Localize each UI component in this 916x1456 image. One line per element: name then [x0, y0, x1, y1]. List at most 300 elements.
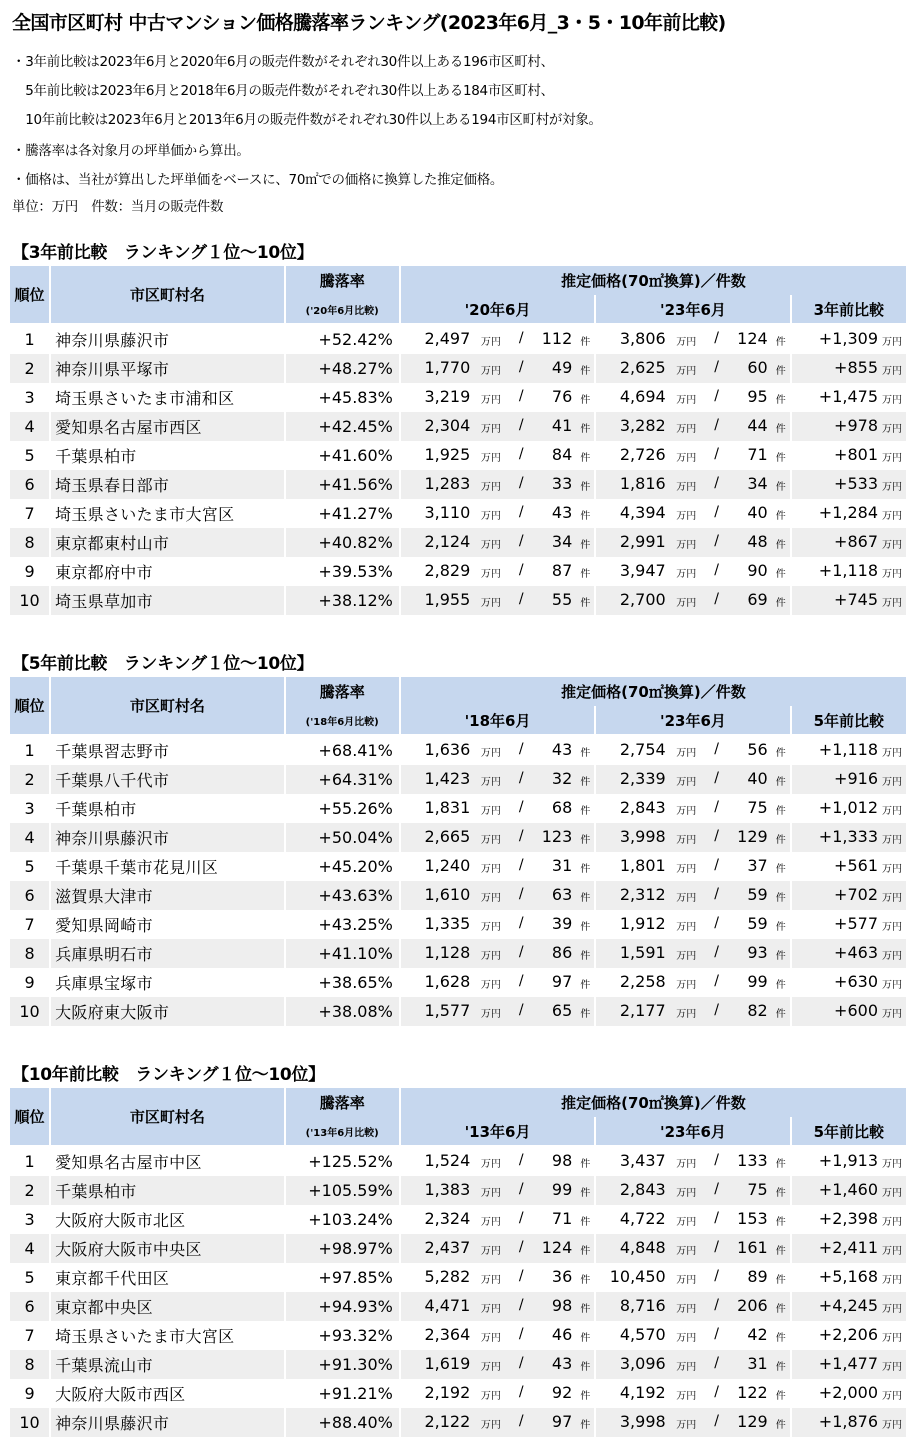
diff-value: +1,477: [818, 1354, 878, 1373]
new-price-cell: [596, 1176, 789, 1205]
count-unit: 件: [775, 1275, 786, 1286]
old-price-cell: [401, 736, 594, 765]
count-unit: 件: [580, 1275, 591, 1286]
count-value: 82: [747, 1001, 768, 1020]
rate-cell: +40.82%: [286, 528, 399, 557]
price-value: 3,219: [424, 387, 471, 406]
table-row: [10, 1205, 906, 1234]
table-row: [10, 765, 906, 794]
diff-unit: 万円: [882, 1362, 902, 1373]
price-value: 3,998: [619, 1412, 666, 1431]
new-price-cell: [596, 1263, 789, 1292]
diff-value: +463: [834, 943, 878, 962]
price-value: 1,577: [424, 1001, 471, 1020]
section-title: 【3年前比較 ランキング１位～10位】: [12, 243, 314, 263]
rank-cell: 10: [10, 586, 49, 615]
diff-value: +1,309: [818, 329, 878, 348]
diff-unit: 万円: [882, 337, 902, 348]
price-unit: 万円: [480, 1420, 501, 1431]
price-value: 4,694: [619, 387, 666, 406]
city-cell: 大阪府大阪市北区: [55, 1211, 186, 1230]
old-price-cell: [401, 586, 594, 615]
count-value: 65: [551, 1001, 573, 1020]
count-value: 68: [551, 798, 573, 817]
rate-cell: +38.08%: [286, 997, 399, 1026]
count-value: 42: [747, 1325, 768, 1344]
price-unit: 万円: [480, 1246, 501, 1257]
old-price-cell: [401, 852, 594, 881]
rate-cell: +45.83%: [318, 388, 393, 407]
separator: /: [518, 359, 524, 375]
diff-unit: 万円: [882, 424, 902, 435]
city-cell: 埼玉県さいたま市大宮区: [55, 505, 235, 524]
count-unit: 件: [580, 893, 591, 904]
city-cell: 千葉県柏市: [55, 447, 137, 466]
rank-cell: 3: [24, 799, 35, 818]
separator: /: [518, 741, 524, 757]
new-price-cell: [596, 1350, 789, 1379]
old-price-cell: [401, 499, 594, 528]
count-value: 56: [747, 740, 768, 759]
separator: /: [714, 591, 719, 607]
separator: /: [518, 1239, 524, 1255]
separator: /: [714, 388, 719, 404]
count-value: 129: [737, 827, 768, 846]
count-unit: 件: [775, 569, 786, 580]
price-value: 3,437: [619, 1151, 666, 1170]
count-value: 59: [747, 885, 768, 904]
count-unit: 件: [775, 511, 786, 522]
rank-cell: 3: [24, 388, 35, 407]
count-value: 206: [737, 1296, 768, 1315]
count-unit: 件: [580, 748, 591, 759]
separator: /: [518, 1384, 524, 1400]
price-value: 1,831: [424, 798, 471, 817]
count-value: 92: [551, 1383, 573, 1402]
table-row: [10, 1176, 906, 1205]
old-price-cell: [401, 939, 594, 968]
diff-cell: [792, 325, 906, 354]
diff-cell: [792, 852, 906, 881]
city-cell: 埼玉県草加市: [51, 586, 284, 615]
price-value: 3,806: [619, 329, 666, 348]
price-unit: 万円: [676, 893, 697, 904]
price-value: 1,619: [424, 1354, 471, 1373]
diff-value: +4,245: [818, 1296, 878, 1315]
separator: /: [714, 770, 719, 786]
note-line: ・価格は、当社が算出した坪単価をベースに、70㎡での価格に換算した推定価格。: [12, 172, 504, 188]
note-line: 10年前比較は2023年6月と2013年6月の販売件数がそれぞれ30件以上ある194市区町村が対象。: [12, 112, 602, 128]
count-value: 98: [551, 1151, 573, 1170]
separator: /: [714, 973, 719, 989]
price-unit: 万円: [676, 1275, 697, 1286]
table-row: [10, 823, 906, 852]
table-row: [10, 997, 906, 1026]
price-unit: 万円: [676, 748, 697, 759]
count-value: 43: [551, 1354, 573, 1373]
rank-cell: 1: [24, 741, 35, 760]
diff-unit: 万円: [882, 1188, 902, 1199]
separator: /: [714, 799, 719, 815]
new-price-cell: [596, 1205, 789, 1234]
rate-cell: +42.45%: [286, 412, 399, 441]
price-value: 3,947: [619, 561, 666, 580]
old-price-cell: [401, 1379, 594, 1408]
new-price-cell: [596, 736, 789, 765]
diff-unit: 万円: [882, 366, 902, 377]
rate-cell: +97.85%: [318, 1268, 393, 1287]
note-line: 単位：万円 件数：当月の販売件数: [12, 199, 224, 215]
rate-cell: +48.27%: [286, 354, 399, 383]
rate-cell: +88.40%: [286, 1408, 399, 1437]
price-value: 3,998: [619, 827, 666, 846]
count-value: 75: [747, 798, 768, 817]
count-unit: 件: [775, 337, 786, 348]
price-unit: 万円: [480, 1362, 501, 1373]
header-city: 市区町村名: [51, 266, 284, 323]
count-value: 112: [541, 329, 573, 348]
separator: /: [518, 828, 524, 844]
city-cell: 埼玉県春日部市: [51, 470, 284, 499]
old-price-cell: [401, 910, 594, 939]
city-cell: 千葉県流山市: [51, 1350, 284, 1379]
header-rate: 騰落率: [286, 1088, 399, 1117]
rate-cell: +38.12%: [286, 586, 399, 615]
rank-cell: 6: [10, 470, 49, 499]
diff-cell: [792, 1234, 906, 1263]
count-unit: 件: [775, 598, 786, 609]
rank-cell: 10: [10, 1408, 49, 1437]
rank-cell: 5: [24, 446, 35, 465]
count-value: 89: [747, 1267, 768, 1286]
count-unit: 件: [580, 1246, 591, 1257]
price-unit: 万円: [480, 366, 501, 377]
price-value: 2,665: [424, 827, 471, 846]
diff-value: +867: [834, 532, 878, 551]
diff-cell: [792, 354, 906, 383]
price-value: 1,912: [619, 914, 666, 933]
rate-cell: +98.97%: [286, 1234, 399, 1263]
price-unit: 万円: [480, 395, 501, 406]
price-unit: 万円: [480, 864, 501, 875]
price-value: 1,524: [424, 1151, 471, 1170]
rank-cell: 3: [24, 1210, 35, 1229]
table-row: [10, 441, 906, 470]
new-price-cell: [596, 412, 789, 441]
diff-cell: [792, 1321, 906, 1350]
new-price-cell: [596, 1292, 789, 1321]
count-unit: 件: [580, 424, 591, 435]
separator: /: [714, 857, 719, 873]
diff-unit: 万円: [882, 864, 902, 875]
diff-value: +1,333: [818, 827, 878, 846]
diff-value: +2,411: [818, 1238, 878, 1257]
price-unit: 万円: [480, 540, 501, 551]
count-unit: 件: [775, 366, 786, 377]
price-unit: 万円: [480, 1188, 501, 1199]
price-unit: 万円: [676, 598, 697, 609]
rank-cell: 1: [24, 1152, 35, 1171]
table-row: [10, 1147, 906, 1176]
count-unit: 件: [580, 569, 591, 580]
count-unit: 件: [580, 777, 591, 788]
header-rate: 騰落率: [286, 677, 399, 706]
diff-unit: 万円: [882, 1391, 902, 1402]
separator: /: [518, 915, 524, 931]
separator: /: [518, 973, 524, 989]
price-unit: 万円: [480, 893, 501, 904]
separator: /: [714, 741, 719, 757]
count-value: 75: [747, 1180, 768, 1199]
header-price-group: 推定価格(70㎡換算)／件数: [401, 1088, 906, 1117]
count-value: 124: [541, 1238, 573, 1257]
rate-cell: +105.59%: [286, 1176, 399, 1205]
table-row: [10, 499, 906, 528]
count-unit: 件: [580, 511, 591, 522]
table-row: [10, 470, 906, 499]
diff-unit: 万円: [882, 1333, 902, 1344]
diff-unit: 万円: [882, 1246, 902, 1257]
price-value: 1,423: [424, 769, 471, 788]
diff-unit: 万円: [882, 569, 902, 580]
old-price-cell: [401, 354, 594, 383]
table-row: [10, 325, 906, 354]
table-row: [10, 1408, 906, 1437]
old-price-cell: [401, 1292, 594, 1321]
price-value: 2,497: [424, 329, 471, 348]
new-price-cell: [596, 765, 789, 794]
price-unit: 万円: [676, 1009, 697, 1020]
separator: /: [714, 1355, 719, 1371]
count-unit: 件: [775, 980, 786, 991]
rank-cell: 7: [24, 915, 35, 934]
table-row: [10, 1263, 906, 1292]
header-old-month: '18年6月: [401, 706, 594, 734]
new-price-cell: [596, 1408, 789, 1437]
city-cell: 愛知県名古屋市西区: [51, 412, 284, 441]
price-value: 8,716: [619, 1296, 666, 1315]
city-cell: 千葉県習志野市: [55, 742, 170, 761]
count-unit: 件: [580, 1333, 591, 1344]
price-unit: 万円: [480, 511, 501, 522]
old-price-cell: [401, 823, 594, 852]
diff-cell: [792, 968, 906, 997]
diff-unit: 万円: [882, 835, 902, 846]
price-value: 1,335: [424, 914, 471, 933]
diff-value: +577: [834, 914, 878, 933]
table-row: [10, 1350, 906, 1379]
diff-value: +2,206: [818, 1325, 878, 1344]
rank-cell: 4: [10, 1234, 49, 1263]
rate-cell: +43.63%: [286, 881, 399, 910]
count-unit: 件: [580, 598, 591, 609]
count-value: 95: [747, 387, 768, 406]
price-unit: 万円: [676, 1304, 697, 1315]
count-unit: 件: [775, 1362, 786, 1373]
price-unit: 万円: [676, 482, 697, 493]
price-unit: 万円: [480, 1217, 501, 1228]
diff-cell: [792, 1205, 906, 1234]
diff-cell: [792, 441, 906, 470]
count-unit: 件: [580, 1188, 591, 1199]
diff-cell: [792, 1292, 906, 1321]
city-cell: 滋賀県大津市: [51, 881, 284, 910]
header-old-month: '13年6月: [401, 1117, 594, 1145]
price-value: 1,955: [424, 590, 471, 609]
header-new-month: '23年6月: [596, 706, 789, 734]
diff-unit: 万円: [882, 1420, 902, 1431]
rate-cell: +64.31%: [286, 765, 399, 794]
count-unit: 件: [775, 1009, 786, 1020]
price-value: 4,471: [424, 1296, 471, 1315]
price-unit: 万円: [480, 1275, 501, 1286]
count-value: 71: [551, 1209, 573, 1228]
price-value: 2,122: [424, 1412, 471, 1431]
header-old-month: '20年6月: [401, 295, 594, 323]
new-price-cell: [596, 383, 789, 412]
old-price-cell: [401, 968, 594, 997]
rate-cell: +39.53%: [318, 562, 393, 581]
diff-value: +600: [834, 1001, 878, 1020]
price-unit: 万円: [676, 864, 697, 875]
header-city: 市区町村名: [51, 677, 284, 734]
separator: /: [714, 533, 719, 549]
note-line: ・騰落率は各対象月の坪単価から算出。: [12, 143, 250, 159]
separator: /: [714, 475, 719, 491]
rank-cell: 5: [24, 857, 35, 876]
city-cell: 千葉県千葉市花見川区: [55, 858, 219, 877]
count-unit: 件: [580, 922, 591, 933]
separator: /: [714, 417, 719, 433]
diff-unit: 万円: [882, 598, 902, 609]
separator: /: [518, 1210, 524, 1226]
separator: /: [518, 1002, 524, 1018]
diff-cell: [792, 1176, 906, 1205]
count-value: 34: [551, 532, 573, 551]
diff-cell: [792, 881, 906, 910]
price-value: 2,843: [619, 798, 666, 817]
price-unit: 万円: [480, 951, 501, 962]
diff-value: +5,168: [818, 1267, 878, 1286]
city-cell: 兵庫県宝塚市: [55, 974, 153, 993]
table-row: [10, 852, 906, 881]
count-unit: 件: [775, 922, 786, 933]
old-price-cell: [401, 528, 594, 557]
count-unit: 件: [775, 540, 786, 551]
old-price-cell: [401, 470, 594, 499]
count-value: 124: [737, 329, 768, 348]
old-price-cell: [401, 1350, 594, 1379]
count-unit: 件: [580, 1420, 591, 1431]
price-unit: 万円: [480, 453, 501, 464]
price-value: 3,110: [424, 503, 471, 522]
price-unit: 万円: [676, 922, 697, 933]
diff-cell: [792, 499, 906, 528]
rank-cell: 5: [24, 1268, 35, 1287]
price-unit: 万円: [676, 395, 697, 406]
count-value: 90: [747, 561, 768, 580]
count-value: 34: [747, 474, 768, 493]
count-value: 86: [551, 943, 573, 962]
table-row: [10, 736, 906, 765]
city-cell: 神奈川県藤沢市: [51, 1408, 284, 1437]
header-rank: 順位: [10, 266, 49, 323]
new-price-cell: [596, 1321, 789, 1350]
count-unit: 件: [775, 1304, 786, 1315]
table-row: [10, 1234, 906, 1263]
rate-cell: +68.41%: [318, 741, 393, 760]
count-unit: 件: [775, 893, 786, 904]
table-row: [10, 1292, 906, 1321]
count-value: 99: [747, 972, 768, 991]
price-unit: 万円: [676, 540, 697, 551]
new-price-cell: [596, 557, 789, 586]
rate-cell: +41.56%: [286, 470, 399, 499]
diff-cell: [792, 1147, 906, 1176]
price-value: 2,726: [619, 445, 666, 464]
count-value: 133: [737, 1151, 768, 1170]
price-unit: 万円: [480, 1009, 501, 1020]
rate-cell: +43.25%: [318, 915, 393, 934]
price-value: 2,364: [424, 1325, 471, 1344]
separator: /: [518, 388, 524, 404]
diff-unit: 万円: [882, 922, 902, 933]
diff-value: +630: [834, 972, 878, 991]
count-unit: 件: [775, 864, 786, 875]
count-unit: 件: [775, 1217, 786, 1228]
price-value: 2,829: [424, 561, 471, 580]
rate-cell: +91.21%: [318, 1384, 393, 1403]
rank-cell: 6: [10, 1292, 49, 1321]
separator: /: [714, 504, 719, 520]
new-price-cell: [596, 939, 789, 968]
header-rate-sub: ('13年6月比較): [286, 1117, 399, 1145]
new-price-cell: [596, 325, 789, 354]
new-price-cell: [596, 852, 789, 881]
diff-cell: [792, 1408, 906, 1437]
price-unit: 万円: [480, 748, 501, 759]
count-value: 97: [551, 1412, 573, 1431]
diff-unit: 万円: [882, 1159, 902, 1170]
count-value: 40: [747, 769, 768, 788]
diff-value: +1,876: [818, 1412, 878, 1431]
price-value: 1,240: [424, 856, 471, 875]
page-title: 全国市区町村 中古マンション価格騰落率ランキング(2023年6月_3・5・10年前比較): [12, 12, 726, 34]
count-unit: 件: [580, 366, 591, 377]
table-row: [10, 1379, 906, 1408]
header-diff: 3年前比較: [792, 295, 906, 323]
diff-unit: 万円: [882, 1217, 902, 1228]
old-price-cell: [401, 1408, 594, 1437]
city-cell: 東京都東村山市: [51, 528, 284, 557]
separator: /: [714, 359, 719, 375]
section-title: 【5年前比較 ランキング１位～10位】: [12, 654, 314, 674]
separator: /: [714, 1152, 719, 1168]
separator: /: [518, 799, 524, 815]
city-cell: 東京都府中市: [55, 563, 153, 582]
count-unit: 件: [775, 424, 786, 435]
count-unit: 件: [775, 1246, 786, 1257]
count-value: 49: [551, 358, 573, 377]
separator: /: [518, 1297, 524, 1313]
price-unit: 万円: [676, 511, 697, 522]
table-row: [10, 968, 906, 997]
rank-cell: 8: [10, 1350, 49, 1379]
diff-value: +2,398: [818, 1209, 878, 1228]
price-value: 2,177: [619, 1001, 666, 1020]
count-value: 129: [737, 1412, 768, 1431]
count-value: 39: [551, 914, 573, 933]
